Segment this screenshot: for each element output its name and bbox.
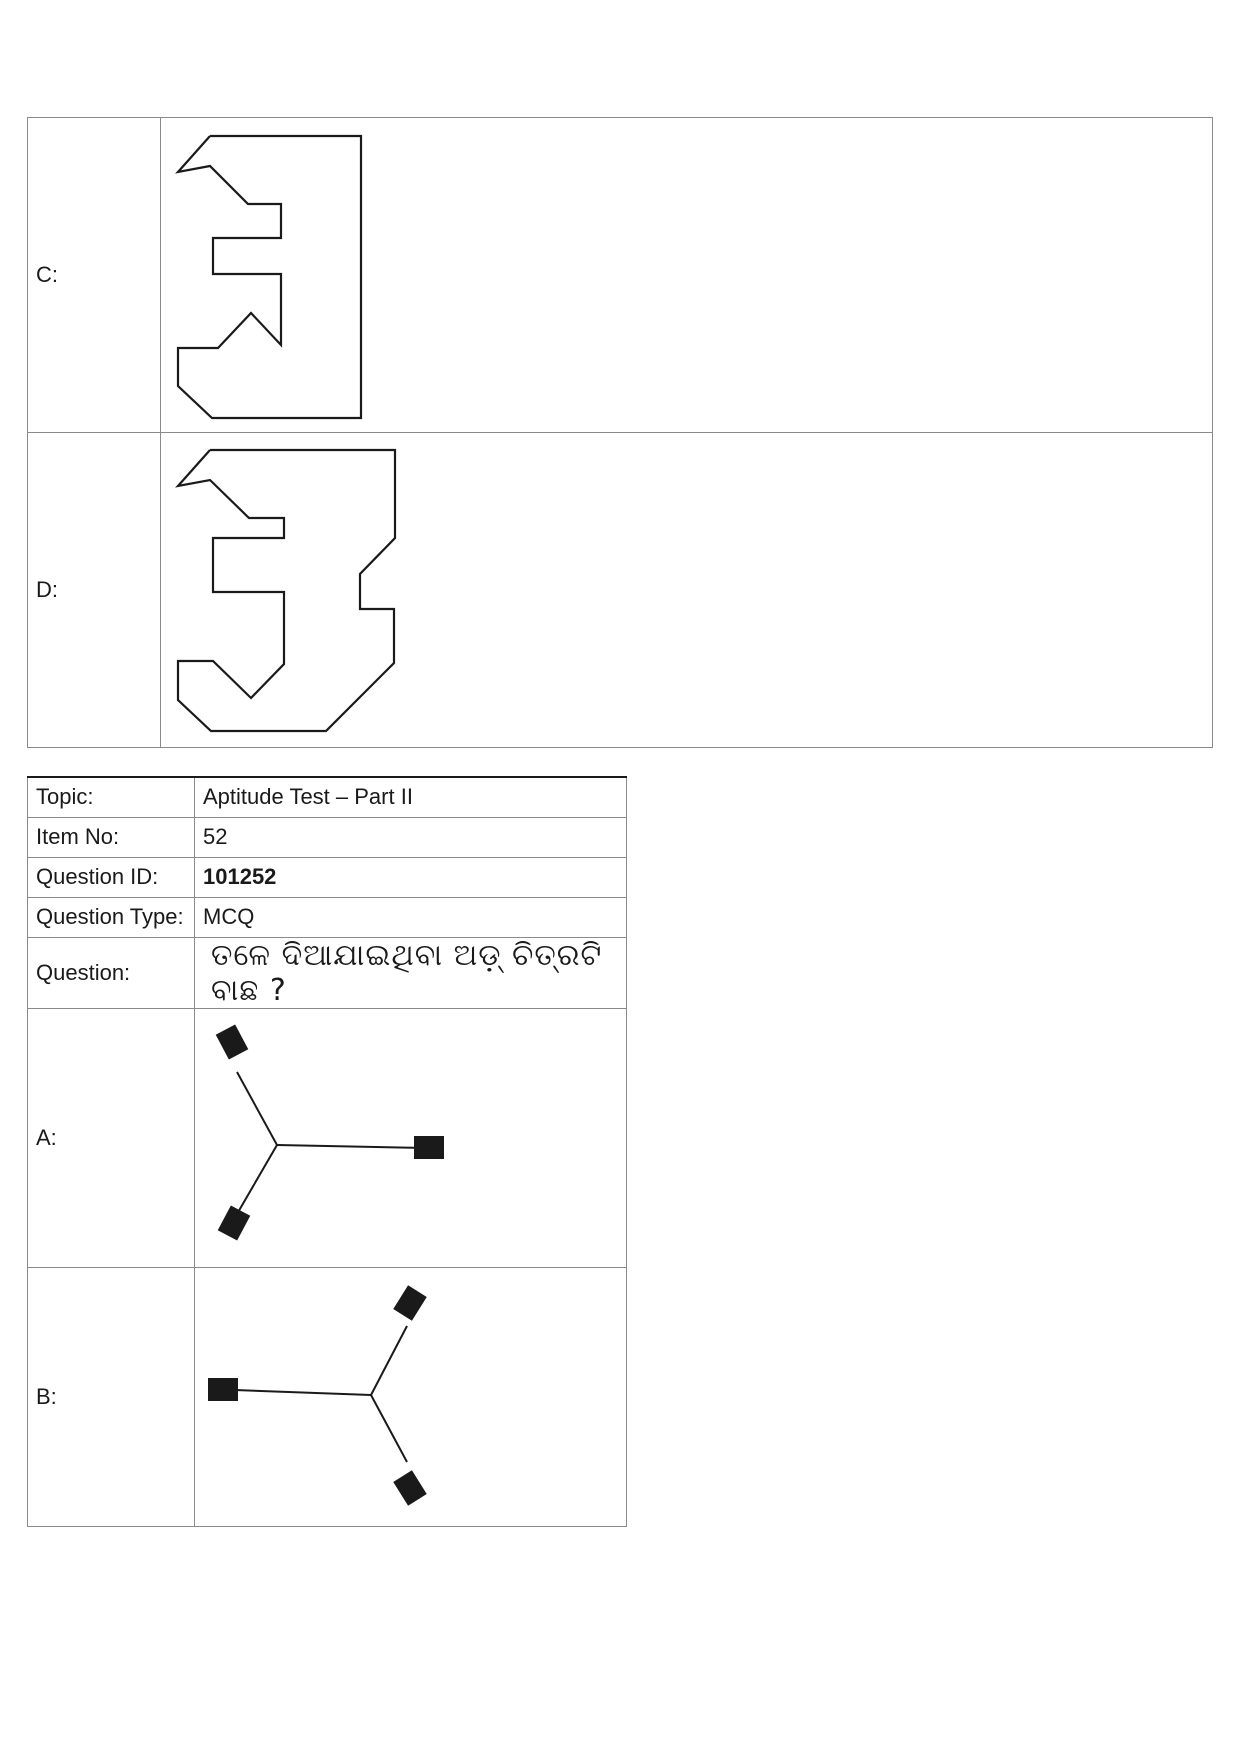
three-arm-connector-figure-b: [195, 1268, 627, 1525]
row-question: [28, 937, 627, 1008]
option-figure-cell-d: [161, 433, 1213, 748]
row-question-id: [28, 857, 627, 897]
row-question-type: [28, 897, 627, 937]
option-label-b: B:: [28, 1267, 195, 1526]
option-figure-cell-a: [195, 1008, 627, 1267]
question-id-value: 101252: [195, 857, 627, 897]
row-item-no: [28, 817, 627, 857]
arm-end-block: [218, 1205, 251, 1240]
topic-value: Aptitude Test – Part II: [195, 777, 627, 817]
option-row-b: [28, 1267, 627, 1526]
topic-label: Topic:: [28, 777, 195, 817]
options-table-top: [27, 117, 1213, 748]
option-row-c: [28, 118, 1213, 433]
arm-end-block: [414, 1136, 444, 1159]
question-label: Question:: [28, 937, 195, 1008]
option-label-a: A:: [28, 1008, 195, 1267]
option-label-c: C:: [28, 118, 161, 433]
arm-end-block: [216, 1024, 249, 1059]
option-row-d: [28, 433, 1213, 748]
option-figure-cell-c: [161, 118, 1213, 433]
question-text: ତଳେ ଦିଆଯାଇଥିବା ଅଡ଼୍ ଚିତ୍ରଟି ବାଛ ?: [195, 937, 627, 1008]
item-no-label: Item No:: [28, 817, 195, 857]
outline-figure-d: [161, 434, 561, 747]
arm-end-block: [393, 1285, 426, 1320]
question-id-label: Question ID:: [28, 857, 195, 897]
arm-end-block: [208, 1378, 238, 1401]
arm-end-block: [393, 1470, 426, 1505]
question-table: [27, 776, 627, 1527]
question-type-value: MCQ: [195, 897, 627, 937]
outline-figure-c: [161, 119, 561, 432]
three-arm-connector-figure-a: [195, 1009, 627, 1266]
option-row-a: [28, 1008, 627, 1267]
question-type-label: Question Type:: [28, 897, 195, 937]
option-figure-cell-b: [195, 1267, 627, 1526]
item-no-value: 52: [195, 817, 627, 857]
option-label-d: D:: [28, 433, 161, 748]
row-topic: [28, 777, 627, 817]
